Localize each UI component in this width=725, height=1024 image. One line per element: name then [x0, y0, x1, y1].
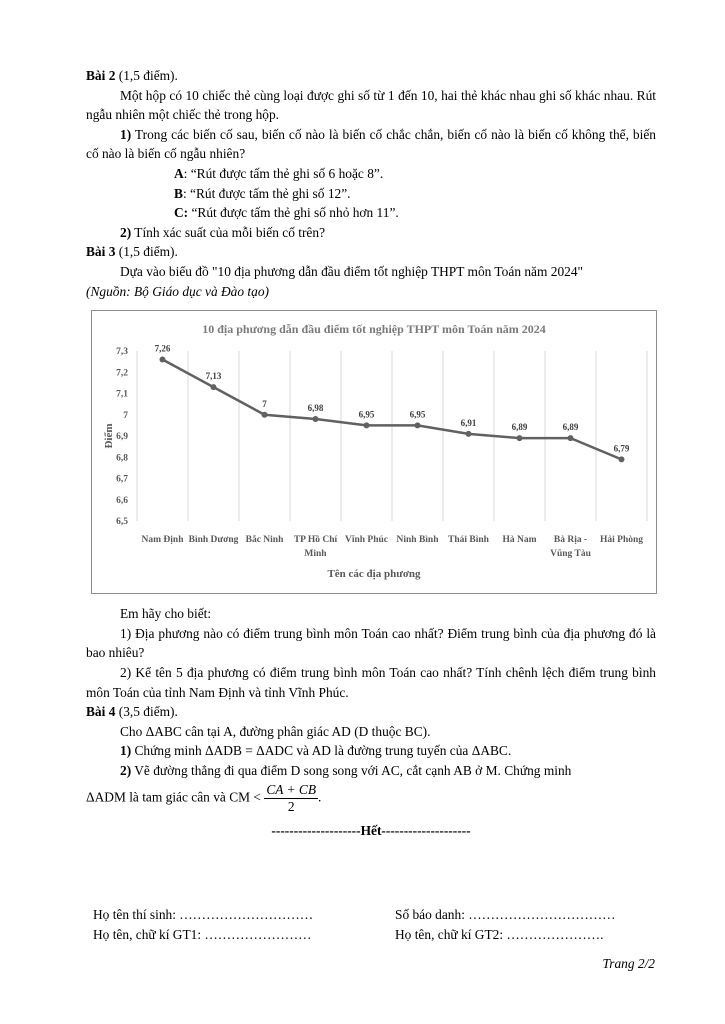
x-tick-label: Bình Dương — [188, 535, 239, 546]
bai4-q2-cont: ΔADM là tam giác cân và CM < $\frac{CA + CB}{2}$ . — [86, 782, 322, 815]
x-tick-label: Thái Bình — [448, 535, 489, 546]
y-tick-label: 7,3 — [116, 347, 128, 358]
gt1-line: Họ tên, chữ kí GT1: …………………… — [93, 927, 312, 942]
x-tick-label: Vĩnh Phúc — [344, 535, 389, 546]
chart-svg — [92, 311, 656, 593]
candidate-name-line: Họ tên thí sinh: ………………………… — [93, 907, 314, 922]
y-tick-label: 7 — [123, 410, 128, 421]
data-point — [517, 435, 523, 441]
data-label: 6,89 — [511, 422, 528, 433]
y-tick-label: 6,5 — [116, 517, 128, 528]
data-point — [160, 357, 166, 363]
bai4-heading — [86, 702, 656, 722]
event-a: A: “Rút được tấm thẻ ghi số 6 hoặc 8”. — [174, 165, 384, 181]
bai3-points: (1,5 điểm). — [115, 244, 178, 260]
end-mark: --------------------Hết-------------------- — [271, 823, 471, 839]
x-tick-label: TP Hồ Chí — [293, 535, 338, 546]
line-chart — [91, 310, 657, 594]
x-tick-label: Minh — [304, 549, 327, 560]
x-tick-label: Bắc Ninh — [245, 535, 284, 546]
data-label: 6,98 — [307, 403, 324, 414]
bai3-heading — [86, 242, 656, 262]
chart-title: 10 địa phương dẫn đầu điểm tốt nghiệp THPT môn Toán năm 2024 — [202, 322, 546, 337]
bai4-points: (3,5 điểm). — [115, 704, 178, 720]
bai3-intro: Dựa vào biểu đồ "10 địa phương dẫn đầu điểm tốt nghiệp THPT môn Toán năm 2024" — [120, 263, 584, 279]
bai4-intro: Cho ΔABC cân tại A, đường phân giác AD (D thuộc BC). — [120, 723, 431, 739]
data-point — [313, 416, 319, 422]
data-point — [211, 384, 217, 390]
bai2-q1: 1) Trong các biến cố sau, biến cố nào là biến cố chắc chắn, biến cố nào là biến cố không thể, biến cố nào là biến cố ngẫu nhiên? — [86, 126, 656, 162]
y-tick-label: 6,7 — [116, 474, 128, 485]
x-tick-label: Bà Rịa - — [553, 535, 588, 546]
data-label: 6,95 — [358, 409, 375, 420]
bai4-q2: 2) Vẽ đường thẳng đi qua điểm D song song với AC, cắt cạnh AB ở M. Chứng minh — [120, 762, 572, 778]
x-tick-label: Hà Nam — [502, 535, 537, 546]
data-label: 6,95 — [409, 409, 426, 420]
data-label: 6,89 — [562, 422, 579, 433]
bai3-q2: 2) Kể tên 5 địa phương có điểm trung bình môn Toán cao nhất? Tính chênh lệch điểm trung bình môn Toán của tỉnh Nam Định và tỉnh Vĩnh Phúc. — [86, 664, 656, 700]
bai2-q2: 2) Tính xác suất của mỗi biến cố trên? — [120, 224, 326, 240]
y-tick-label: 6,8 — [116, 453, 128, 464]
data-label: 7,13 — [205, 371, 222, 382]
event-b: B: “Rút được tấm thẻ ghi số 12”. — [174, 185, 351, 201]
bai2-points: (1,5 điểm). — [115, 68, 178, 83]
y-axis-label: Điểm — [103, 423, 115, 449]
data-label: 6,79 — [613, 443, 630, 454]
data-label: 7,26 — [154, 343, 171, 354]
x-tick-label: Nam Định — [141, 535, 184, 546]
x-tick-label: Hải Phòng — [599, 535, 644, 546]
data-point — [364, 423, 370, 429]
bai2-heading — [86, 66, 656, 86]
candidate-number-line: Số báo danh: …………………………… — [395, 907, 616, 922]
data-point — [466, 431, 472, 437]
fraction: $\frac{CA + CB}{2}$ — [266, 782, 317, 815]
footer — [93, 905, 663, 945]
exam-page — [86, 66, 656, 841]
y-tick-label: 6,6 — [116, 495, 128, 506]
page-number: Trang 2/2 — [602, 956, 655, 971]
bai3-source: (Nguồn: Bộ Giáo dục và Đào tạo) — [86, 283, 269, 299]
y-tick-label: 7,2 — [116, 368, 128, 379]
data-point — [415, 423, 421, 429]
data-point — [568, 435, 574, 441]
x-tick-label: Ninh Bình — [396, 535, 439, 546]
data-point — [619, 457, 625, 463]
data-point — [262, 412, 268, 418]
bai2-title: Bài 2 — [86, 68, 116, 83]
gt2-line: Họ tên, chữ kí GT2: …………………. — [395, 927, 604, 942]
bai2-intro: Một hộp có 10 chiếc thẻ cùng loại được ghi số từ 1 đến 10, hai thẻ khác nhau ghi số khác nhau. Rút ngẫu nhiên một chiếc thẻ trong hộp. — [86, 87, 656, 123]
event-c: C: “Rút được tấm thẻ ghi số nhỏ hơn 11”. — [174, 205, 399, 221]
x-tick-label: Vũng Tàu — [550, 549, 591, 560]
x-axis-label: Tên các địa phương — [327, 568, 421, 581]
bai4-title: Bài 4 — [86, 704, 116, 720]
bai4-q1: 1) Chứng minh ΔADB = ΔADC và AD là đường trung tuyến của ΔABC. — [120, 743, 512, 759]
bai3-ask: Em hãy cho biết: — [120, 606, 212, 622]
bai3-q1: 1) Địa phương nào có điểm trung bình môn Toán cao nhất? Điểm trung bình của địa phương đó là bao nhiêu? — [86, 625, 656, 661]
data-label: 7 — [262, 398, 267, 409]
bai3-title: Bài 3 — [86, 244, 116, 260]
y-tick-label: 6,9 — [116, 432, 128, 443]
data-label: 6,91 — [460, 418, 477, 428]
y-tick-label: 7,1 — [116, 389, 128, 400]
